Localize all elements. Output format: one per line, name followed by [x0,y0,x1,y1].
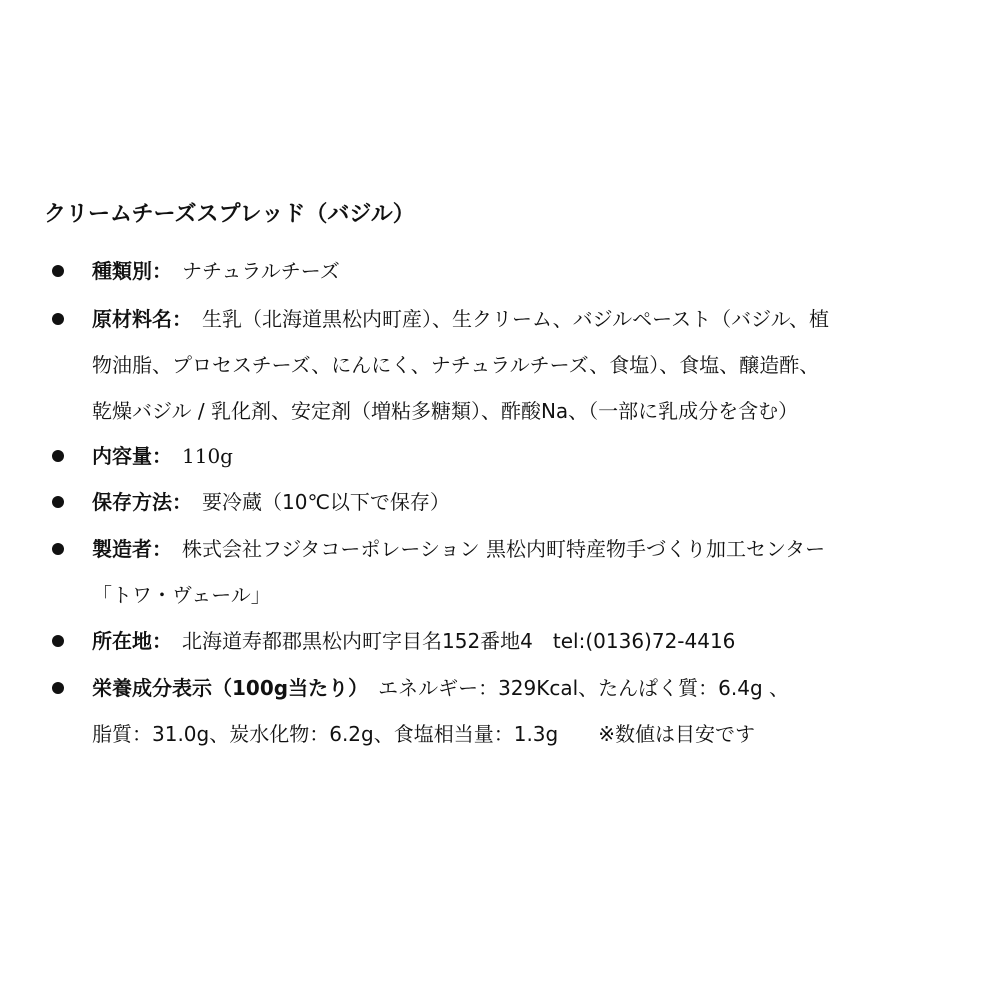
bullet-icon [52,682,64,694]
item-label: 原材料名： [92,307,192,331]
item-value: 110g [182,444,233,468]
bullet-icon [52,450,64,462]
item-value-line-2: 物油脂、プロセスチーズ、にんにく、ナチュラルチーズ、食塩）、食塩、醸造酢、 [92,353,820,377]
nutrition-note: ※数値は目安です [598,722,755,746]
bullet-icon [52,496,64,508]
item-label: 種類別： [92,259,172,283]
item-value-line-1: 生乳（北海道黒松内町産）、生クリーム、バジルペースト（バジル、植 [202,307,829,331]
item-label: 製造者： [92,537,172,561]
item-value-line-2: 脂質：31.0g、炭水化物：6.2g、食塩相当量：1.3g [92,722,559,746]
item-label: 所在地： [92,629,172,653]
item-value: 北海道寿都郡黒松内町字目名152番地4 tel:(0136)72-4416 [182,629,736,653]
bullet-icon [52,543,64,555]
item-value-line-2: 「トワ・ヴェール」 [92,583,271,607]
item-value: 要冷蔵（10℃以下で保存） [202,490,450,514]
item-value-line-3: 乾燥バジル / 乳化剤、安定剤（増粘多糖類）、酢酸Na、（一部に乳成分を含む） [92,399,799,423]
item-value: ナチュラルチーズ [182,259,340,283]
product-title: クリームチーズスプレッド（バジル） [44,202,415,227]
bullet-icon [52,313,64,325]
item-value-line-1: エネルギー：329Kcal、たんぱく質：6.4g 、 [378,676,790,700]
bullet-icon [52,265,64,277]
item-value-line-1: 株式会社フジタコーポレーション 黒松内町特産物手づくり加工センター [182,537,826,561]
item-label: 保存方法： [92,490,192,514]
bullet-icon [52,635,64,647]
item-label: 内容量： [92,444,172,468]
item-label: 栄養成分表示（100g当たり） [92,676,369,700]
